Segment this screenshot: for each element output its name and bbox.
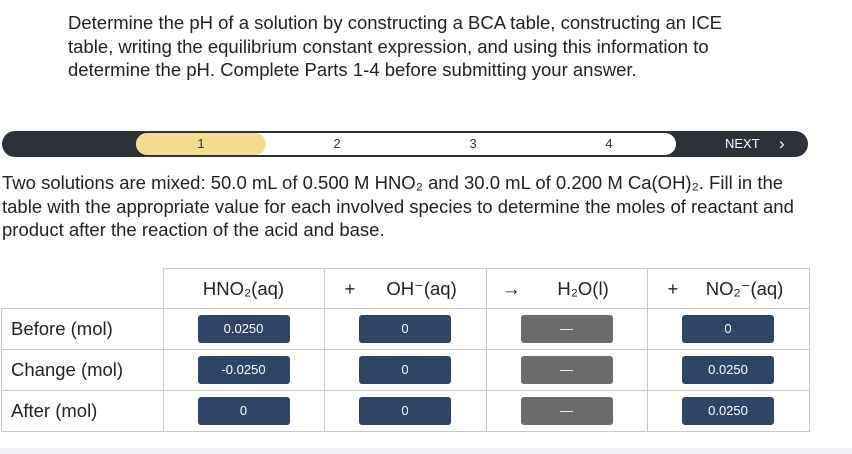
table-row-change xyxy=(2,350,810,391)
step-navigation-bar xyxy=(2,131,808,157)
step-track xyxy=(136,133,676,155)
header-oh: + OH⁻(aq) xyxy=(324,269,486,309)
step-1-tab[interactable]: 1 xyxy=(136,133,266,155)
row-label-change: Change (mol) xyxy=(2,350,164,391)
row-label-before: Before (mol) xyxy=(2,309,164,350)
next-button[interactable] xyxy=(716,131,808,157)
plus-sign: + xyxy=(344,277,356,299)
bca-table xyxy=(1,268,810,432)
before-h2o-value: — xyxy=(521,315,613,343)
step-3-tab[interactable]: 3 xyxy=(469,136,477,151)
change-hno2-value[interactable]: -0.0250 xyxy=(198,356,290,384)
after-hno2-value[interactable]: 0 xyxy=(198,397,290,425)
chevron-right-icon: › xyxy=(779,134,785,153)
step-4-tab[interactable]: 4 xyxy=(605,136,613,151)
intro-instructions: Determine the pH of a solution by constructing a BCA table, constructing an ICE table, writing the equilibrium constant expression, and using this information to determine the pH. Complete Parts 1-4 before submitting your answer. xyxy=(68,12,723,80)
bottom-divider xyxy=(0,448,852,454)
header-hno2: HNO₂(aq) xyxy=(163,269,324,309)
row-label-after: After (mol) xyxy=(2,391,164,432)
table-corner xyxy=(2,269,164,309)
table-row-before xyxy=(2,309,810,350)
table-header-row xyxy=(2,269,810,309)
before-no2-value[interactable]: 0 xyxy=(682,315,774,343)
reaction-arrow: → xyxy=(502,277,521,299)
change-oh-value[interactable]: 0 xyxy=(359,356,451,384)
before-hno2-value[interactable]: 0.0250 xyxy=(198,315,290,343)
table-row-after xyxy=(2,391,810,432)
change-h2o-value: — xyxy=(521,356,613,384)
header-no2: + NO₂⁻(aq) xyxy=(647,269,809,309)
after-no2-value[interactable]: 0.0250 xyxy=(682,397,774,425)
question-prompt: Two solutions are mixed: 50.0 mL of 0.500 M HNO₂ and 30.0 mL of 0.200 M Ca(OH)₂. Fill in the table with the appropriate value for each involved species to determine the moles of reactant and product after the reaction of the acid and base. xyxy=(2,172,794,240)
change-no2-value[interactable]: 0.0250 xyxy=(682,356,774,384)
next-label: NEXT xyxy=(725,136,760,151)
step-2-tab[interactable]: 2 xyxy=(333,136,341,151)
after-oh-value[interactable]: 0 xyxy=(359,397,451,425)
header-h2o: → H₂O(l) xyxy=(486,269,647,309)
plus-sign: + xyxy=(667,277,679,299)
after-h2o-value: — xyxy=(521,397,613,425)
before-oh-value[interactable]: 0 xyxy=(359,315,451,343)
